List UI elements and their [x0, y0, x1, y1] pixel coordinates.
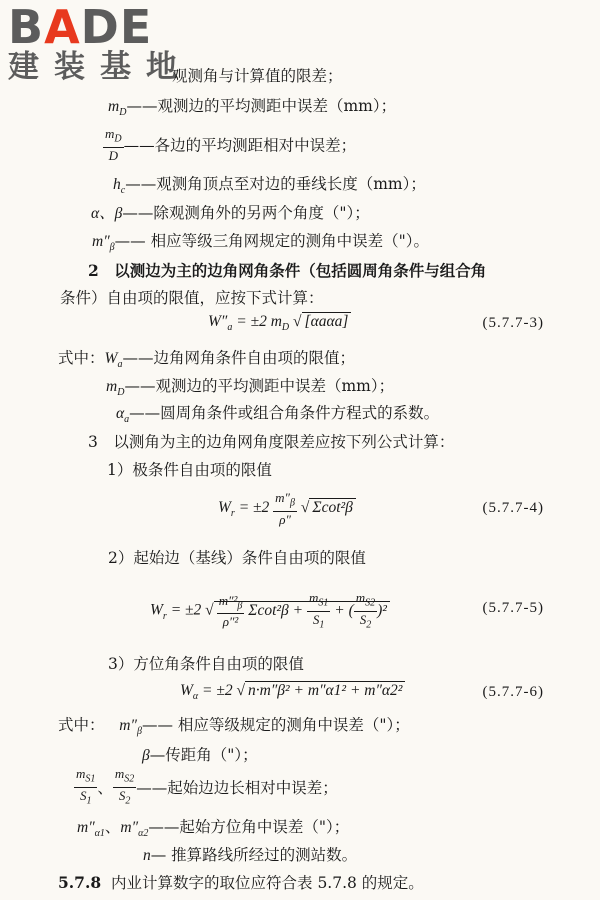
- para-3: 3 以测角为主的边角网角度限差应按下列公式计算：: [88, 433, 455, 451]
- def-line-alpha-beta: α、β——除观测角外的另两个角度（"）；: [91, 204, 370, 222]
- bade-logo: [8, 2, 192, 84]
- def-line-mD-over-D: $\frac{m_D}{D}$ ——各边的平均测距相对中误差；: [105, 126, 357, 163]
- equation-5-7-7-4: $W_r = \pm 2$ $\frac{m''_\beta}{\rho''}$ √ Σcot²β: [218, 490, 356, 527]
- logo-brand: BADE: [8, 0, 153, 54]
- fraction-mD-over-D: $\frac{m_D}{D}$: [105, 126, 122, 163]
- symbol-hc: $h_c$: [113, 176, 126, 197]
- sub-item-2: 2）起始边（基线）条件自由项的限值: [108, 549, 366, 567]
- equation-5-7-7-6: $W_\alpha = \pm 2$ √ n·m″β² + m″α1² + m″α2²: [180, 682, 405, 702]
- eq-number-3: (5.7.7-3): [482, 315, 544, 331]
- eq-number-5: (5.7.7-5): [482, 600, 544, 616]
- def3-line-m-beta: 式中： $m''_\beta——$ 相应等级规定的测角中误差（"）；: [58, 716, 410, 738]
- def-line-hc: $h_c——$观测角顶点至对边的垂线长度（mm）；: [113, 175, 426, 197]
- para-2-line-1: 2 以测边为主的边角网角条件（包括圆周角条件与组合角: [88, 261, 487, 280]
- def3-line-n: n— 推算路线所经过的测站数。: [143, 846, 358, 864]
- def-line-0: 观测角与计算值的限差；: [172, 67, 343, 85]
- def3-line-m-alpha: $m''_{\alpha 1}$、$m''_{\alpha 2}——$起始方位角中误差（"）；: [77, 818, 350, 840]
- symbol-mD: $m_D$: [108, 98, 127, 119]
- def3-line-ms-over-s: $\frac{m_{S1}}{S_1}$ 、 $\frac{m_{S2}}{S_2}$ ——起始边边长相对中误差；: [76, 766, 338, 807]
- eq-number-4: (5.7.7-4): [482, 500, 544, 516]
- clause-5-7-8: 5.7.8 内业计算数字的取位应符合表 5.7.8 的规定。: [58, 873, 424, 892]
- def2-line-mD: $m_D——$观测边的平均测距中误差（mm）；: [106, 377, 395, 399]
- def-line-mD: $m_D——$观测边的平均测距中误差（mm）；: [108, 97, 397, 119]
- para-2-line-2: 条件）自由项的限值，应按下式计算：: [60, 289, 324, 307]
- def2-line-alpha: $\alpha_a——$圆周角条件或组合角条件方程式的系数。: [116, 404, 440, 426]
- def3-line-beta: β—传距角（"）；: [142, 746, 258, 764]
- logo-subtitle: 建装基地: [8, 49, 192, 85]
- symbol-m-beta: $m''_\beta$: [92, 233, 115, 254]
- symbol-alpha-beta: α、β: [91, 205, 123, 222]
- equation-5-7-7-5: $W_r = \pm 2$ √ $\frac{m''^2_\beta}{\text{ρ″²}}$ Σcot²β + $\frac{m_{S1}}{S_1}$ + ( $\frac{m_{S2}}{S_2}$ )²: [150, 590, 390, 632]
- sub-item-3: 3）方位角条件自由项的限值: [108, 655, 304, 673]
- equation-5-7-7-3: $W''_a = \pm 2$ $m_D$ √ [αaαa]: [208, 313, 351, 333]
- def2-line-Wa: 式中：$W_a——$边角网角条件自由项的限值；: [58, 349, 355, 371]
- sub-item-1: 1）极条件自由项的限值: [107, 461, 272, 479]
- def-line-m-beta: $m''_\beta——$ 相应等级三角网规定的测角中误差（"）。: [92, 232, 429, 254]
- eq-number-6: (5.7.7-6): [482, 684, 544, 700]
